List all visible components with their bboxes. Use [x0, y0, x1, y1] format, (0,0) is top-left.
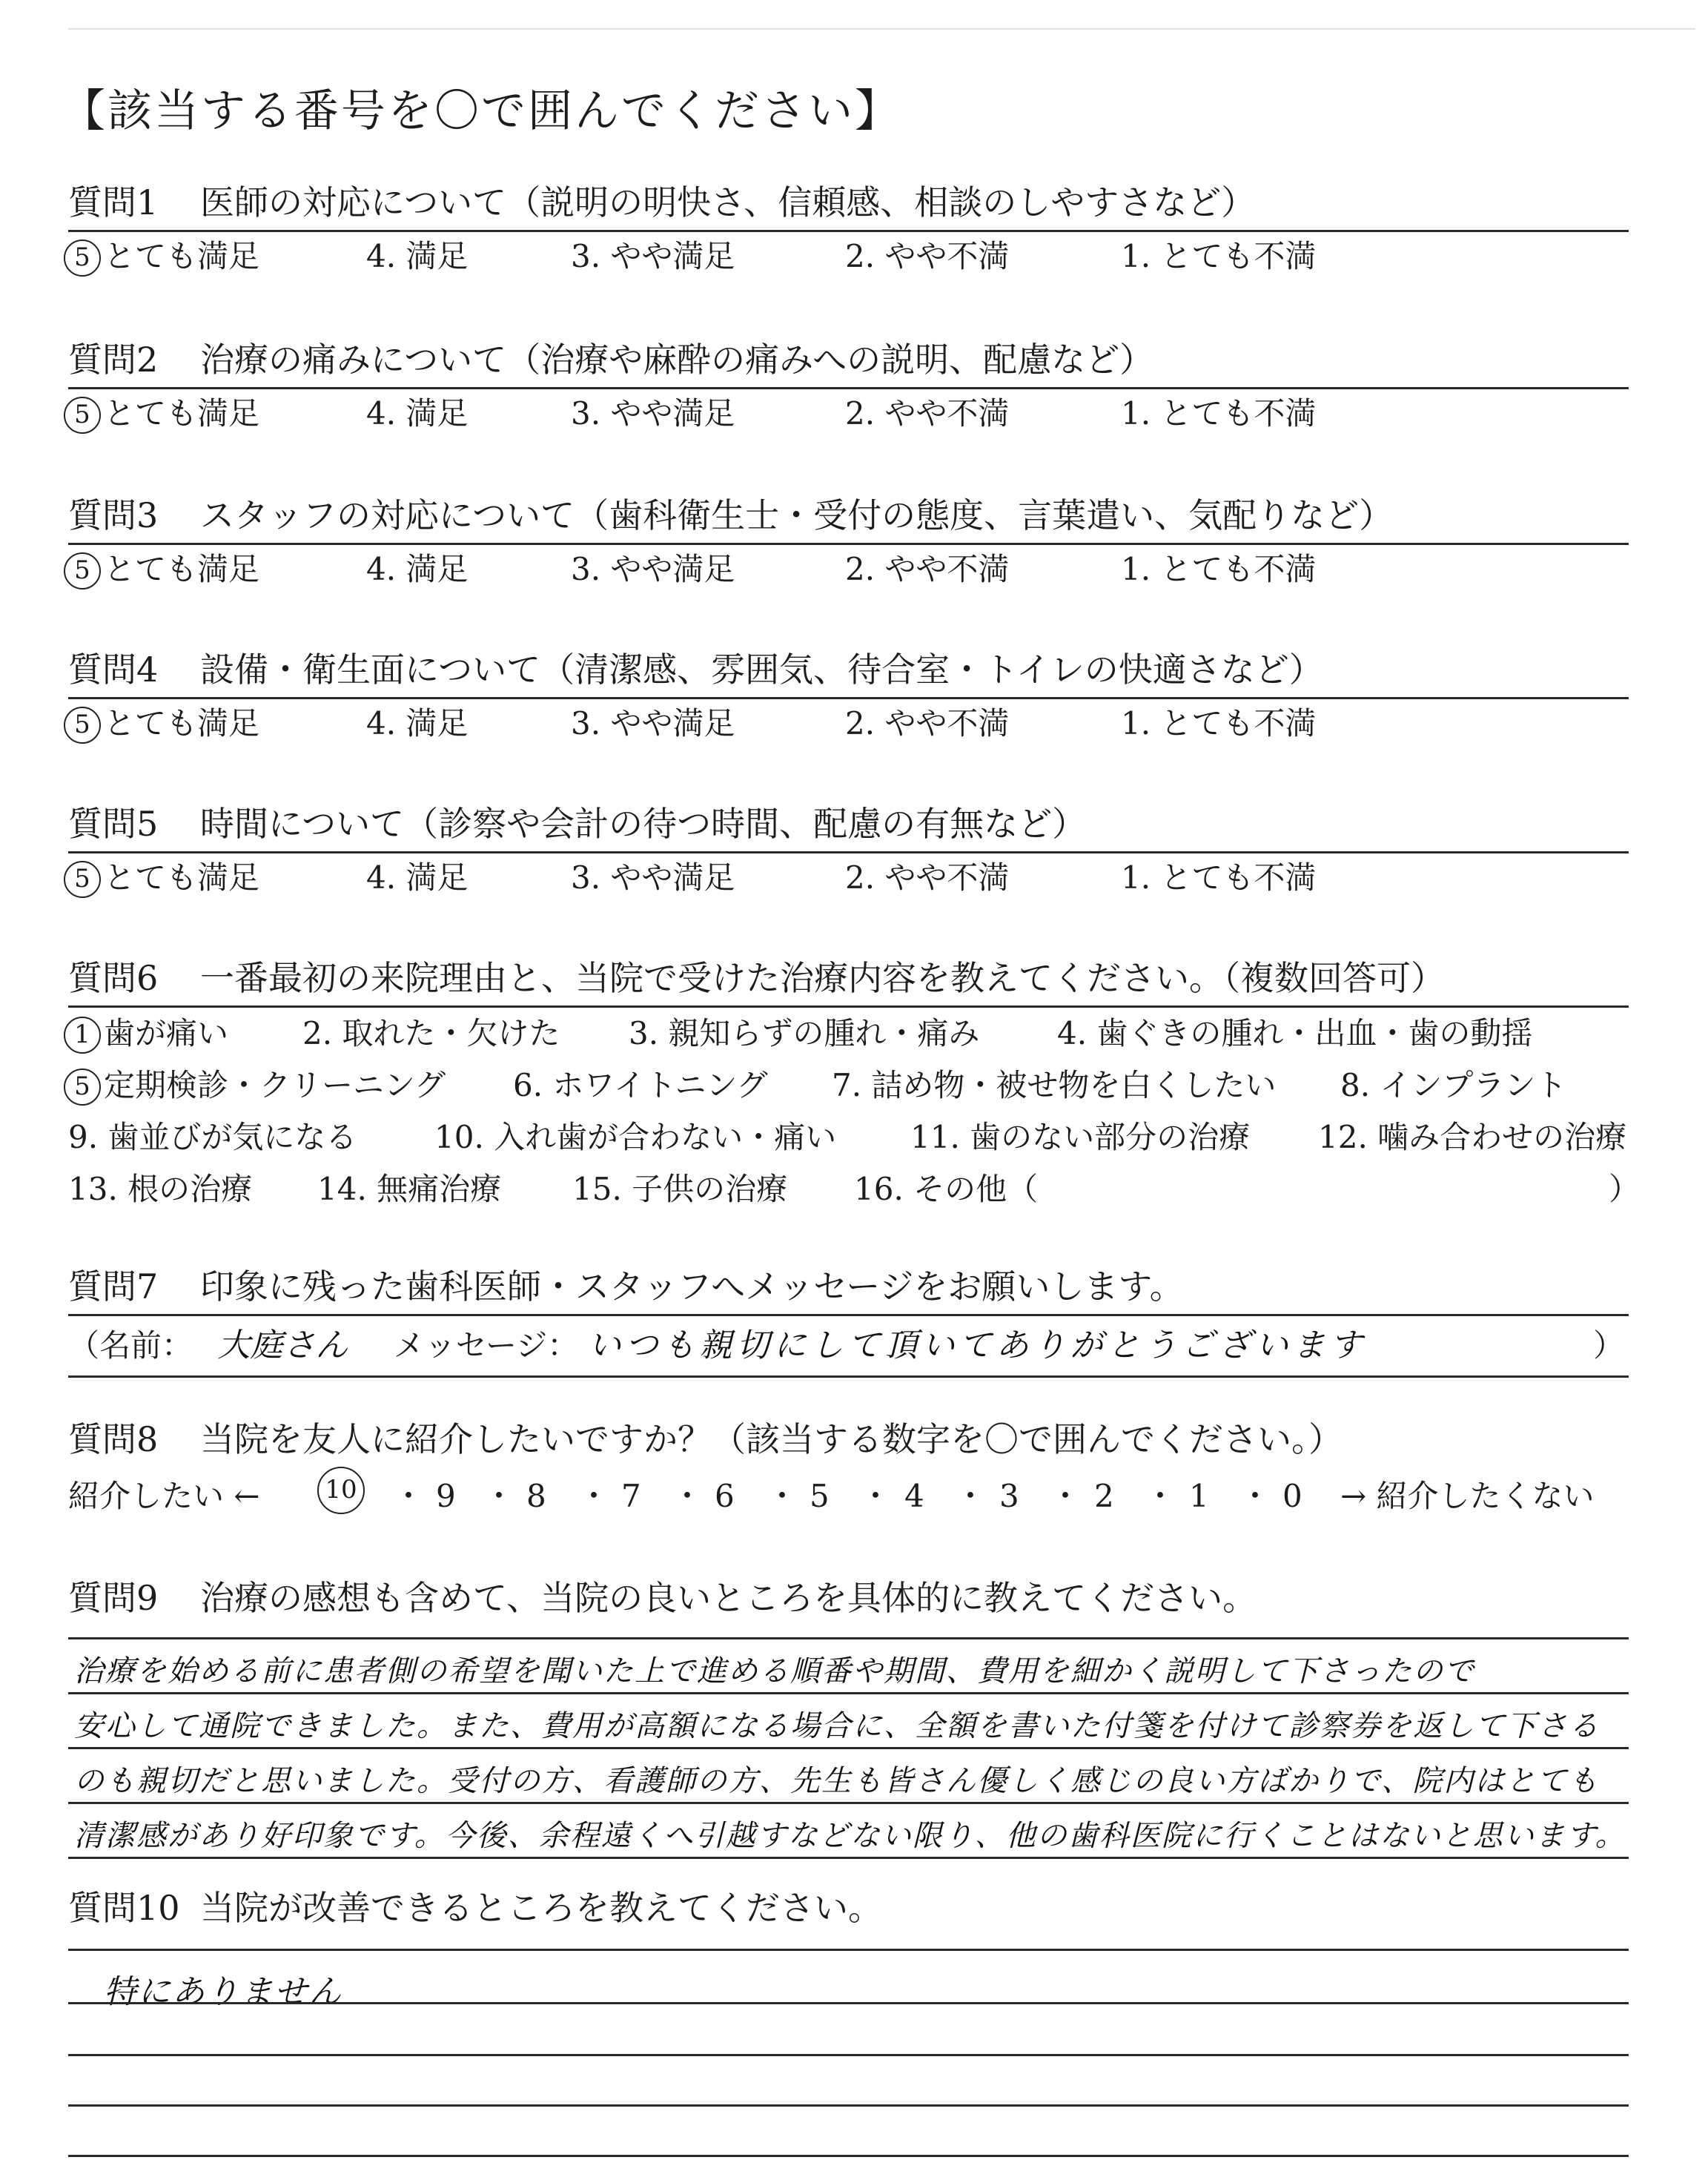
scale-0[interactable]: 0: [1282, 1478, 1302, 1514]
scale-7[interactable]: 7: [621, 1478, 641, 1514]
scale-dot: ・: [483, 1478, 515, 1514]
scale-9[interactable]: 9: [436, 1478, 456, 1514]
rating-option-2[interactable]: 2. やや不満: [845, 705, 1010, 742]
selected-circle: 5: [64, 397, 101, 434]
rating-option-1[interactable]: 1. とても不満: [1121, 395, 1317, 432]
rating-option-4[interactable]: 4. 満足: [366, 238, 469, 274]
message-value: いつも親切にして頂いてありがとうございます: [588, 1327, 1367, 1364]
answer-line: [68, 2104, 1629, 2107]
question-text: 治療の痛みについて（治療や麻酔の痛みへの説明、配慮など）: [200, 340, 1154, 380]
question-text: 当院を友人に紹介したいですか？（該当する数字を〇で囲んでください。）: [200, 1419, 1343, 1459]
option-row: [68, 1163, 1641, 1215]
selected-circle: 5: [64, 1069, 101, 1106]
question-number: 質問10: [68, 1888, 180, 1928]
top-border: [68, 28, 1695, 30]
reason-options: [68, 1008, 1641, 1215]
question-number: 質問3: [68, 495, 159, 535]
answer-text-line-4: 清潔感があり好印象です。今後、余程遠くへ引越すなどない限り、他の歯科医院に行くことはないと思います。: [74, 1819, 1626, 1853]
selected-circle: 5: [64, 861, 101, 898]
rating-option-3[interactable]: 3. やや満足: [571, 395, 735, 432]
question-text: 一番最初の来院理由と、当院で受けた治療内容を教えてください。（複数回答可）: [200, 958, 1445, 998]
rating-option-5[interactable]: 5 とても満足: [64, 232, 259, 281]
question-number: 質問1: [68, 182, 159, 222]
selected-circle: 5: [64, 552, 101, 589]
option-row: [68, 1060, 1629, 1112]
selected-circle: 10: [317, 1467, 365, 1514]
answer-text-line-2: 安心して通院できました。また、費用が高額になる場合に、全額を書いた付箋を付けて診察券を返して下さる: [74, 1709, 1600, 1743]
question-1-header: [68, 176, 1629, 232]
rating-option-4[interactable]: 4. 満足: [366, 705, 469, 742]
scale-right-label: → 紹介したくない: [1340, 1478, 1595, 1514]
question-text: 医師の対応について（説明の明快さ、信頼感、相談のしやすさなど）: [200, 182, 1256, 222]
option-6[interactable]: 6. ホワイトニング: [513, 1067, 768, 1103]
scale-2[interactable]: 2: [1094, 1478, 1114, 1514]
question-5: [68, 798, 1629, 902]
question-number: 質問9: [68, 1578, 159, 1618]
scale-4[interactable]: 4: [904, 1478, 924, 1514]
option-15[interactable]: 15. 子供の治療: [572, 1171, 788, 1207]
scale-dot: ・: [1050, 1478, 1082, 1514]
option-row: [68, 1008, 1629, 1060]
scale-dot: ・: [955, 1478, 987, 1514]
question-8: [68, 1413, 1629, 1526]
rating-option-1[interactable]: 1. とても不満: [1121, 705, 1317, 742]
rating-option-5[interactable]: 5 とても満足: [64, 389, 259, 438]
question-text: 治療の感想も含めて、当院の良いところを具体的に教えてください。: [200, 1578, 1257, 1618]
scale-5[interactable]: 5: [810, 1478, 830, 1514]
rating-option-2[interactable]: 2. やや不満: [845, 395, 1010, 432]
question-6: [68, 952, 1641, 1215]
answer-line: [68, 2054, 1629, 2056]
question-number: 質問2: [68, 340, 159, 380]
option-5[interactable]: 5 定期検診・クリーニング: [64, 1060, 446, 1112]
question-10: [68, 1882, 1629, 1935]
question-3-header: [68, 489, 1629, 545]
question-4: [68, 644, 1629, 748]
rating-options: [68, 699, 1629, 748]
rating-option-4[interactable]: 4. 満足: [366, 551, 469, 587]
answer-line: [68, 1802, 1629, 1804]
scale-dot: ・: [672, 1478, 704, 1514]
selected-circle: 1: [64, 1017, 101, 1054]
scale-dot: ・: [1145, 1478, 1176, 1514]
rating-option-2[interactable]: 2. やや不満: [845, 238, 1010, 274]
answer-line: [68, 2002, 1629, 2004]
option-row: [68, 1112, 1629, 1163]
question-5-header: [68, 798, 1629, 853]
answer-text-line-3: のも親切だと思いました。受付の方、看護師の方、先生も皆さん優しく感じの良い方ばかりで、院内はとても: [74, 1764, 1600, 1798]
rating-option-4[interactable]: 4. 満足: [366, 395, 469, 432]
option-3[interactable]: 3. 親知らずの腫れ・痛み: [629, 1015, 980, 1051]
question-number: 質問6: [68, 958, 159, 998]
answer-text: 特にありません: [104, 1973, 342, 2011]
selected-circle: 5: [64, 707, 101, 744]
option-14[interactable]: 14. 無痛治療: [317, 1171, 502, 1207]
rating-options: [68, 232, 1629, 281]
rating-option-1[interactable]: 1. とても不満: [1121, 551, 1317, 587]
scale-1[interactable]: 1: [1189, 1478, 1209, 1514]
rating-option-4[interactable]: 4. 満足: [366, 859, 469, 896]
rating-option-2[interactable]: 2. やや不満: [845, 551, 1010, 587]
question-10-header: [68, 1882, 1629, 1935]
question-7: [68, 1261, 1629, 1378]
rating-option-3[interactable]: 3. やや満足: [571, 705, 735, 742]
rating-option-5[interactable]: 5 とても満足: [64, 699, 259, 748]
option-16-close: ）: [1609, 1171, 1641, 1207]
answer-line: [68, 2155, 1629, 2157]
question-number: 質問5: [68, 804, 159, 844]
question-number: 質問4: [68, 650, 159, 690]
rating-option-3[interactable]: 3. やや満足: [571, 238, 735, 274]
scale-8[interactable]: 8: [526, 1478, 546, 1514]
option-13[interactable]: 13. 根の治療: [68, 1171, 253, 1207]
rating-option-2[interactable]: 2. やや不満: [845, 859, 1010, 896]
answer-text-line-1: 治療を始める前に患者側の希望を聞いた上で進める順番や期間、費用を細かく説明して下さったので: [74, 1654, 1475, 1688]
rating-option-1[interactable]: 1. とても不満: [1121, 859, 1317, 896]
page-title: 【該当する番号を〇で囲んでください】: [61, 85, 901, 137]
option-12[interactable]: 12. 噛み合わせの治療: [1318, 1119, 1627, 1155]
option-7[interactable]: 7. 詰め物・被せ物を白くしたい: [832, 1067, 1277, 1103]
option-16[interactable]: 16. その他（: [854, 1171, 1039, 1207]
rating-option-3[interactable]: 3. やや満足: [571, 551, 735, 587]
scale-dot: ・: [860, 1478, 892, 1514]
question-text: 設備・衛生面について（清潔感、雰囲気、待合室・トイレの快適さなど）: [200, 650, 1323, 690]
scale-dot: ・: [393, 1478, 425, 1514]
scale-6[interactable]: 6: [715, 1478, 735, 1514]
rating-option-5[interactable]: 5 とても満足: [64, 545, 259, 594]
message-label: メッセージ：: [393, 1327, 579, 1364]
question-9: [68, 1572, 1629, 1625]
question-2: [68, 334, 1629, 438]
question-2-header: [68, 334, 1629, 389]
question-4-header: [68, 644, 1629, 699]
scale-dot: ・: [767, 1478, 798, 1514]
answer-line: [68, 1857, 1629, 1859]
question-number: 質問7: [68, 1266, 159, 1307]
rating-option-1[interactable]: 1. とても不満: [1121, 238, 1317, 274]
option-4[interactable]: 4. 歯ぐきの腫れ・出血・歯の動揺: [1057, 1015, 1533, 1051]
option-9[interactable]: 9. 歯並びが気になる: [68, 1119, 357, 1155]
question-text: 印象に残った歯科医師・スタッフへメッセージをお願いします。: [200, 1266, 1184, 1307]
rating-option-5[interactable]: 5 とても満足: [64, 853, 259, 902]
name-label: （名前：: [68, 1327, 193, 1364]
rating-option-3[interactable]: 3. やや満足: [571, 859, 735, 896]
answer-line: [68, 1637, 1629, 1639]
question-1: [68, 176, 1629, 281]
option-1[interactable]: 1 歯が痛い: [64, 1008, 228, 1060]
question-text: 当院が改善できるところを教えてください。: [200, 1888, 882, 1928]
rating-options: [68, 545, 1629, 594]
question-number: 質問8: [68, 1419, 159, 1459]
question-7-header: [68, 1261, 1629, 1316]
option-11[interactable]: 11. 歯のない部分の治療: [910, 1119, 1251, 1155]
question-9-header: [68, 1572, 1629, 1625]
scale-left-label: 紹介したい ←: [68, 1478, 260, 1514]
name-value: 大庭さん: [217, 1327, 348, 1364]
question-6-header: [68, 952, 1629, 1008]
message-field[interactable]: [68, 1316, 1629, 1378]
recommend-scale: [68, 1467, 1629, 1526]
scale-dot: ・: [578, 1478, 610, 1514]
option-8[interactable]: 8. インプラント: [1340, 1067, 1567, 1103]
option-10[interactable]: 10. 入れ歯が合わない・痛い: [434, 1119, 837, 1155]
answer-line: [68, 1692, 1629, 1694]
answer-line: [68, 1949, 1629, 1951]
option-2[interactable]: 2. 取れた・欠けた: [302, 1015, 560, 1051]
rating-options: [68, 853, 1629, 902]
selected-circle: 5: [64, 240, 101, 277]
answer-line: [68, 1747, 1629, 1749]
question-text: 時間について（診察や会計の待つ時間、配慮の有無など）: [200, 804, 1087, 844]
question-8-header: [68, 1413, 1629, 1467]
scale-dot: ・: [1239, 1478, 1271, 1514]
message-close: ）: [1592, 1327, 1624, 1364]
question-text: スタッフの対応について（歯科衛生士・受付の態度、言葉遣い、気配りなど）: [200, 495, 1394, 535]
rating-options: [68, 389, 1629, 438]
question-3: [68, 489, 1629, 594]
scale-3[interactable]: 3: [999, 1478, 1019, 1514]
